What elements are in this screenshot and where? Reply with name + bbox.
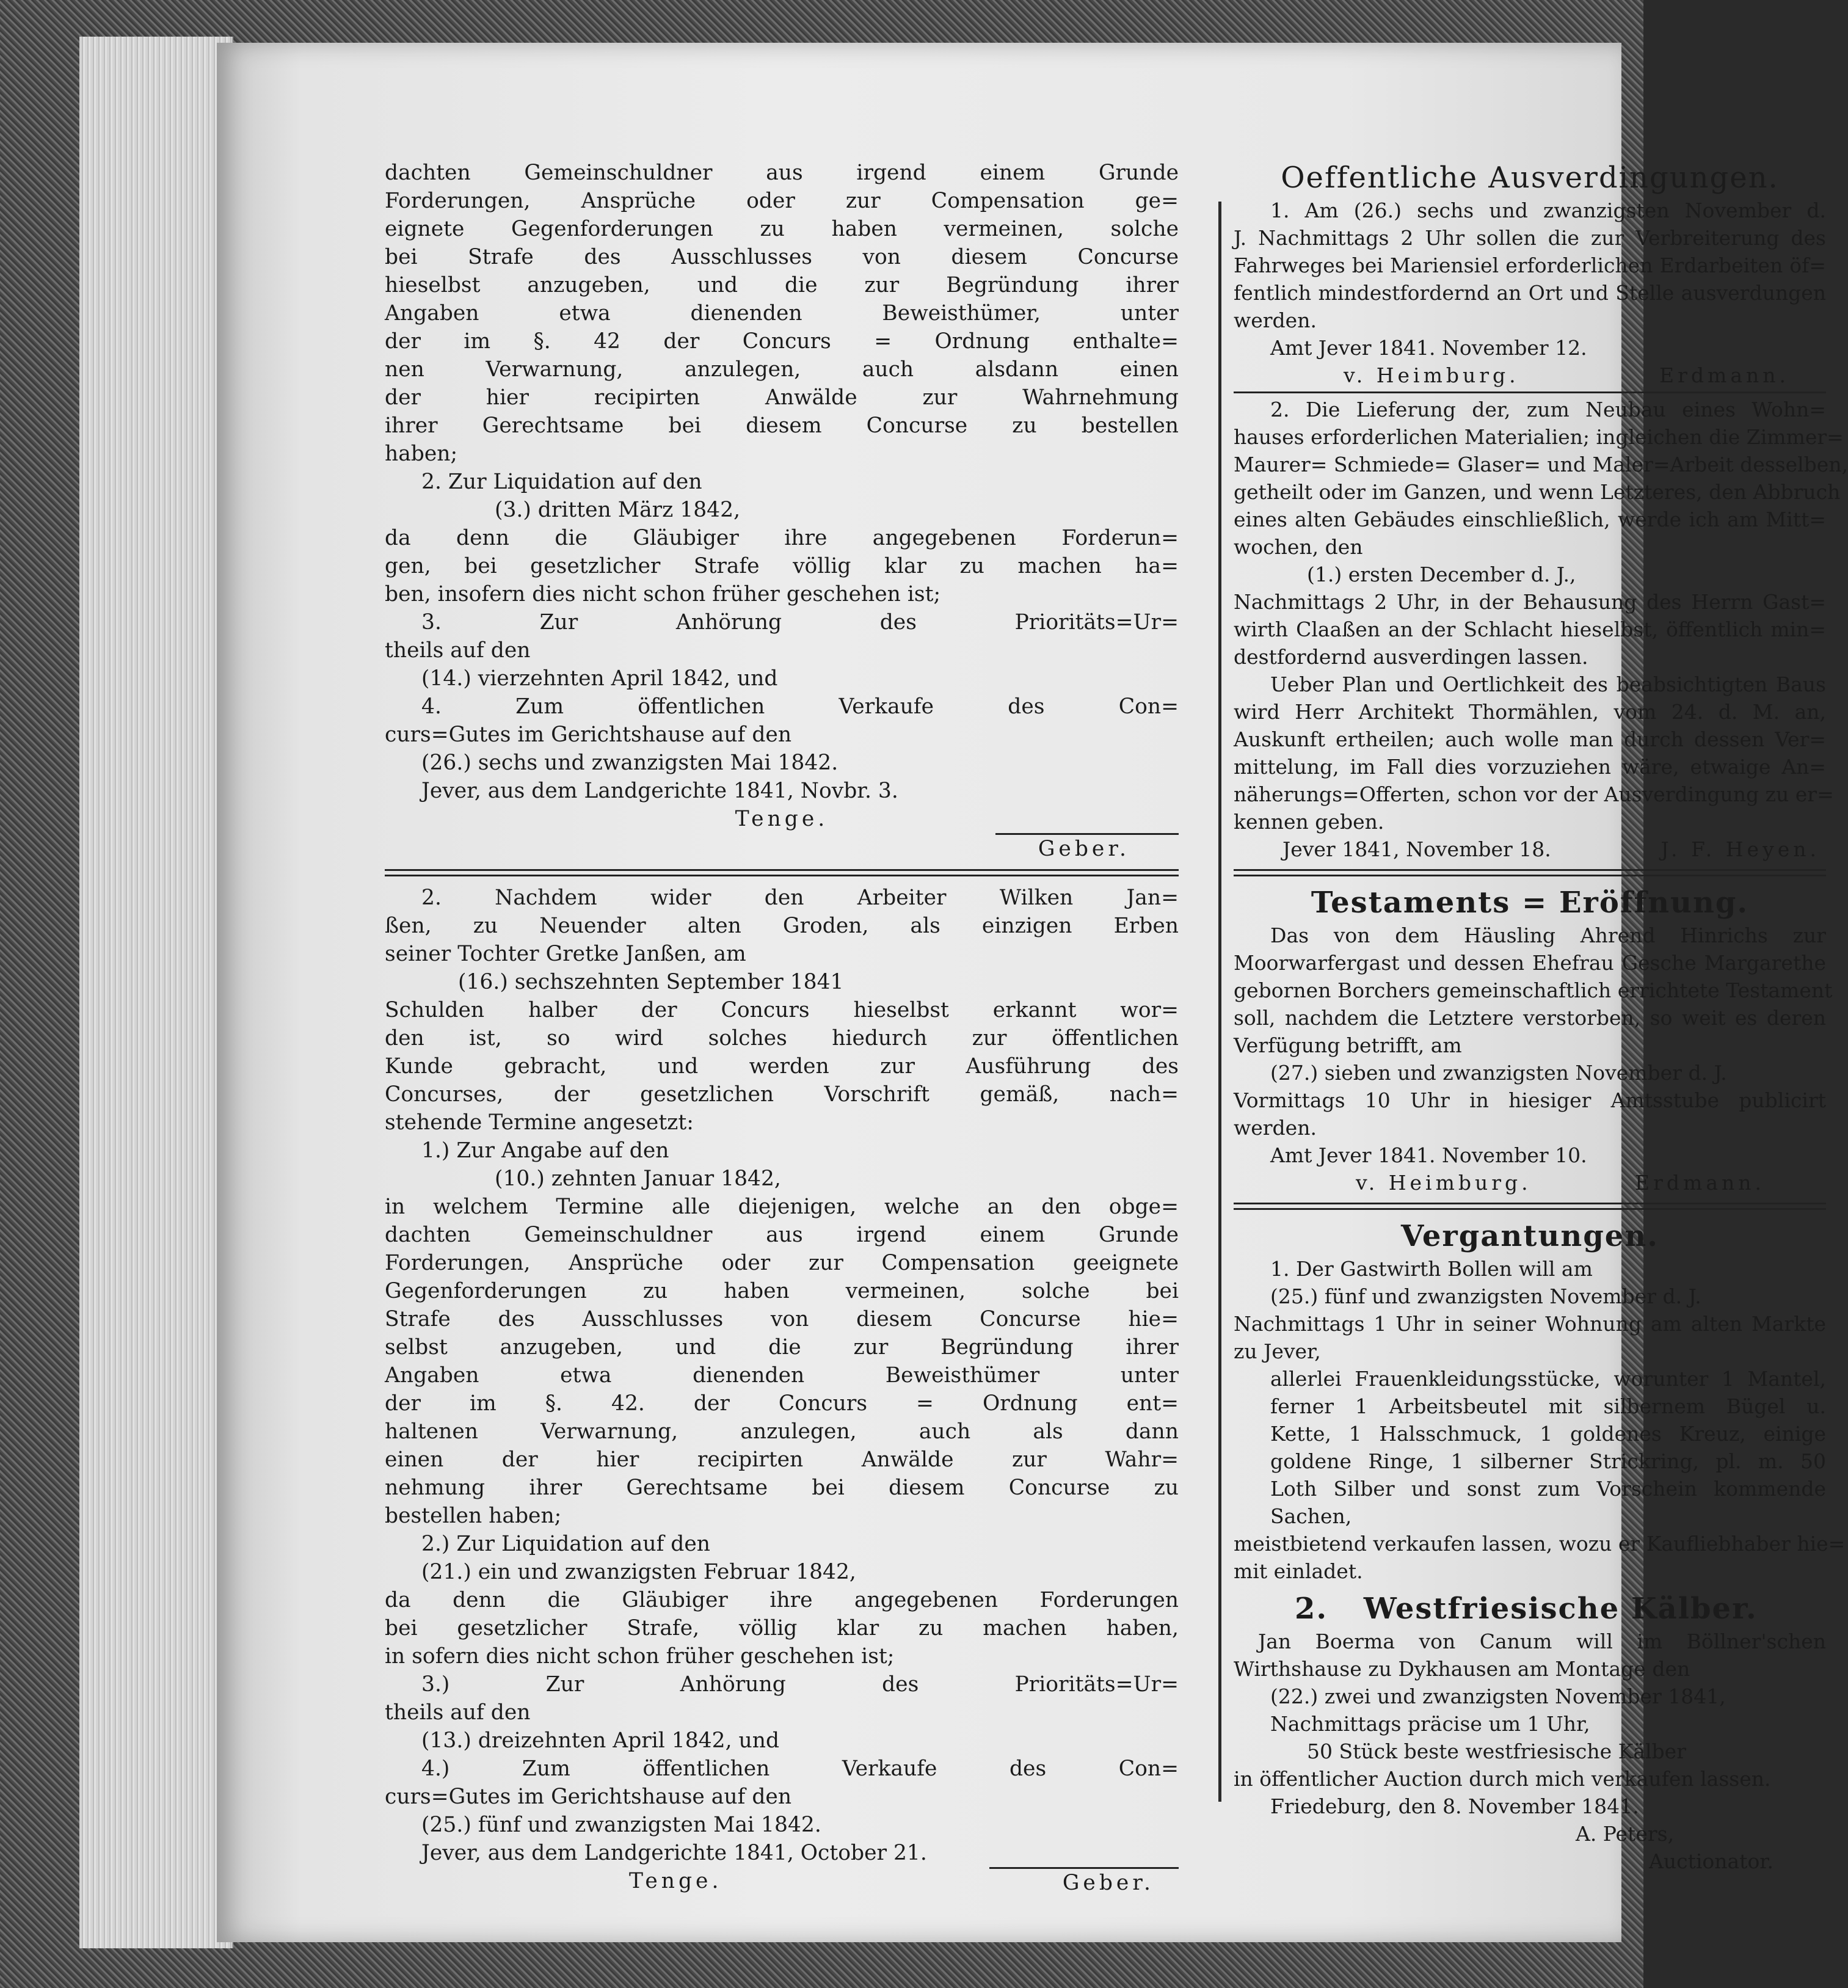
signature-left: v. Heimburg. [1356,1171,1532,1195]
date-line: (14.) vierzehnten April 1842, und [421,666,778,691]
text-line: Forderungen, Ansprüche oder zur Compensation ge= [385,189,1179,213]
text-line: Angaben etwa dienenden Beweisthümer, unter [385,301,1179,326]
concurs-notice-2 [385,884,1179,968]
auction-2-heading: Westfriesische Kälber. [1363,1592,1758,1626]
text-line: Wirthshause zu Dykhausen am Montage den [1234,1657,1690,1681]
text-line: Auskunft ertheilen; auch wolle man durch dessen Ver= [1234,727,1826,751]
column-divider [1218,202,1221,1802]
text-line: eines alten Gebäudes einschließlich, werde ich am Mitt= [1234,508,1826,531]
text-line: Gegenforderungen zu haben vermeinen, solche bei [385,1279,1179,1303]
signature-place: Jever, aus dem Landgerichte 1841, October 21. [421,1841,927,1865]
tender-1-text [1234,197,1826,334]
tender-2-text [1234,396,1848,561]
text-line: allerlei Frauenkleidungsstücke, worunter 1 Mantel, [1270,1367,1826,1391]
item-heading-cont: curs=Gutes im Gerichtshause auf den [385,1785,792,1809]
text-line: da denn die Gläubiger ihre angegebenen Forderungen [385,1588,1179,1612]
signature-place: Amt Jever 1841. November 12. [1270,336,1587,360]
concurs-notice-continuation [385,159,1179,468]
text-line: Kunde gebracht, und werden zur Ausführung des [385,1054,1179,1079]
item-heading: 3.) Zur Anhörung des Prioritäts=Ur= [421,1672,1179,1697]
text-line: wochen, den [1234,535,1363,559]
signature-right: Erdmann. [1635,1171,1765,1195]
auction-1-text [1234,1530,1846,1585]
text-line: bei gesetzlicher Strafe, völlig klar zu machen haben, [385,1616,1179,1640]
divider [1234,391,1826,393]
signature-name: J. F. Heyen. [1661,837,1820,861]
text-line: gen, bei gesetzlicher Strafe völlig klar zu machen ha= [385,554,1179,578]
text-line: zu Jever, [1234,1339,1321,1363]
date-line: (3.) dritten März 1842, [495,498,741,522]
section-divider [385,869,1179,876]
item-heading: 4.) Zum öffentlichen Verkaufe des Con= [421,1757,1179,1781]
date-line: (25.) fünf und zwanzigsten November d. J. [1270,1284,1701,1308]
signature-row [1234,362,1826,389]
right-column [1234,159,1848,1875]
item-heading-cont: theils auf den [385,638,531,663]
text-line: Nachmittags 1 Uhr in seiner Wohnung am alten Markte [1234,1312,1826,1336]
section-title-ausverdingungen: Oeffentliche Ausverdingungen. [1281,161,1779,195]
text-line: werden. [1234,308,1317,332]
signature-role: Auctionator. [1649,1849,1773,1873]
text-line: stehende Termine angesetzt: [385,1110,694,1135]
sale-line: in öffentlicher Auction durch mich verkaufen lassen. [1234,1767,1771,1791]
signature-role: Geber. [1038,837,1130,861]
text-line: ßen, zu Neuender alten Groden, als einzigen Erben [385,914,1179,938]
auction-2-text [1234,1628,1826,1683]
date-line: (1.) ersten December d. J., [1307,563,1576,586]
date-line: (27.) sieben und zwanzigsten November d. J. [1270,1061,1727,1085]
text-line: in sofern dies nicht schon früher geschehen ist; [385,1644,895,1669]
text-line: destfordernd ausverdingen lassen. [1234,645,1588,669]
text-line: Sachen, [1270,1504,1352,1528]
text-line: J. Nachmittags 2 Uhr sollen die zur Verbreiterung des [1234,226,1826,250]
text-line: bestellen haben; [385,1504,562,1528]
signature-place: Amt Jever 1841. November 10. [1270,1143,1587,1167]
item-heading-cont: curs=Gutes im Gerichtshause auf den [385,723,792,747]
text-line: getheilt oder im Ganzen, und wenn Letzteres, den Abbruch [1234,480,1841,504]
text-line: Schulden halber der Concurs hieselbst erkannt wor= [385,998,1179,1022]
section-title-testament: Testaments = Eröffnung. [1311,886,1749,920]
newspaper-page [217,43,1848,1942]
goods-line: 50 Stück beste westfriesische Kälber [1307,1739,1686,1763]
signature-place: Friedeburg, den 8. November 1841. [1270,1794,1639,1818]
auction-1-text [1234,1310,1826,1365]
text-line: haben; [385,442,458,466]
section-divider [1234,869,1826,876]
text-line: Angaben etwa dienenden Beweisthümer unter [385,1363,1179,1388]
page-edges [79,37,233,1948]
text-line: der im §. 42 der Concurs = Ordnung enthalte= [385,329,1179,354]
signature-row [1234,836,1826,863]
date-line: (21.) ein und zwanzigsten Februar 1842, [421,1560,856,1584]
text-line: Maurer= Schmiede= Glaser= und Maler=Arbeit desselben, [1234,453,1848,476]
date-line: (16.) sechszehnten September 1841 [458,970,844,994]
text-line: Jan Boerma von Canum will im Böllner'schen [1258,1629,1826,1653]
text-line: da denn die Gläubiger ihre angegebenen Forderun= [385,526,1179,550]
text-line: der im §. 42. der Concurs = Ordnung ent= [385,1391,1179,1416]
text-line: goldene Ringe, 1 silberner Strickring, pl. m. 50 [1270,1449,1826,1473]
date-line: (13.) dreizehnten April 1842, und [421,1728,780,1753]
text-line: werden. [1234,1116,1317,1140]
tender-2-text [1234,588,1826,671]
text-line: ferner 1 Arbeitsbeutel mit silbernem Bügel u. [1270,1394,1826,1418]
text-line: Forderungen, Ansprüche oder zur Compensation geeignete [385,1251,1179,1275]
section-divider [1234,1203,1826,1210]
date-line: (26.) sechs und zwanzigsten Mai 1842. [421,751,839,775]
item-heading: 4. Zum öffentlichen Verkaufe des Con= [421,694,1179,719]
item-heading: 1.) Zur Angabe auf den [421,1138,669,1163]
text-line: wirth Claaßen an der Schlacht hieselbst, öffentlich min= [1234,617,1826,641]
signature-place: Jever 1841, November 18. [1282,837,1551,861]
text-line: Moorwarfergast und dessen Ehefrau Gesche Margarethe [1234,951,1826,975]
tender-2-info [1234,671,1834,836]
item-heading: 3. Zur Anhörung des Prioritäts=Ur= [421,610,1179,635]
item-heading: 2. Zur Liquidation auf den [421,470,702,494]
signature-name: A. Peters, [1576,1822,1675,1846]
auction-2-title [1234,1590,1826,1628]
text-line: 2. Nachdem wider den Arbeiter Wilken Jan= [421,886,1179,910]
text-line: Strafe des Ausschlusses von diesem Concurse hie= [385,1307,1179,1331]
testament-text [1234,1087,1826,1141]
text-line: meistbietend verkaufen lassen, wozu er Kaufliebhaber hie= [1234,1532,1846,1556]
text-line: der hier recipirten Anwälde zur Wahrnehmung [385,385,1179,410]
text-line: Verfügung betrifft, am [1234,1033,1462,1057]
text-line: den ist, so wird solches hiedurch zur öffentlichen [385,1026,1179,1050]
signature-right: Erdmann. [1659,363,1789,387]
signature-row [385,1867,1179,1897]
notice-text [385,996,1179,1137]
text-line: wird Herr Architekt Thormählen, vom 24. d. M. an, [1234,700,1826,724]
signature-row [1234,1169,1826,1196]
date-line: (10.) zehnten Januar 1842, [495,1167,781,1191]
text-line: näherungs=Offerten, schon vor der Ausverdingung zu er= [1234,782,1834,806]
text-line: nehmung ihrer Gerechtsame bei diesem Concurse zu [385,1476,1179,1500]
text-line: in welchem Termine alle diejenigen, welche an den obge= [385,1195,1179,1219]
section-title-vergantungen: Vergantungen. [1401,1219,1659,1253]
text-line: eignete Gegenforderungen zu haben vermeinen, solche [385,217,1179,241]
text-line: dachten Gemeinschuldner aus irgend einem Grunde [385,1223,1179,1247]
text-line: Concurses, der gesetzlichen Vorschrift gemäß, nach= [385,1082,1179,1107]
text-line: 1. Am (26.) sechs und zwanzigsten November d. [1270,198,1826,222]
text-line: haltenen Verwarnung, anzulegen, auch als dann [385,1419,1179,1444]
signature-place: Jever, aus dem Landgerichte 1841, Novbr. 3. [421,779,898,803]
text-line: Loth Silber und sonst zum Vorschein kommende [1270,1477,1826,1501]
text-line: 2. Die Lieferung der, zum Neubau eines Wohn= [1270,398,1826,421]
signature-role: Geber. [989,1867,1179,1897]
text-line: Das von dem Häusling Ahrend Hinrichs zur [1270,923,1826,947]
item-heading: 1. Der Gastwirth Bollen will am [1270,1257,1593,1281]
text-line: ihrer Gerechtsame bei diesem Concurse zu bestellen [385,413,1179,438]
signature-name: Tenge. [735,807,829,831]
text-line: einen der hier recipirten Anwälde zur Wahr= [385,1447,1179,1472]
text-line: kennen geben. [1234,810,1384,834]
text-line: mittelung, im Fall dies vorzuziehen wäre, etwaige An= [1234,755,1826,779]
item-text [385,524,1179,608]
left-column [385,159,1179,1897]
text-line: bei Strafe des Ausschlusses von diesem Concurse [385,245,1179,269]
text-line: dachten Gemeinschuldner aus irgend einem Grunde [385,161,1179,185]
text-line: Nachmittags 2 Uhr, in der Behausung des Herrn Gast= [1234,590,1826,614]
item-text [385,1193,1179,1530]
text-line: Kette, 1 Halsschmuck, 1 goldenes Kreuz, einige [1270,1422,1826,1446]
text-line: Fahrweges bei Mariensiel erforderlichen Erdarbeiten öf= [1234,253,1826,277]
text-line: hauses erforderlichen Materialien; ingleichen die Zimmer= [1234,425,1844,449]
auction-1-goods [1234,1365,1826,1530]
text-line: Vormittags 10 Uhr in hiesiger Amtsstube publicirt [1234,1088,1826,1112]
date-line: (22.) zwei und zwanzigsten November 1841, [1270,1684,1726,1708]
text-line: hieselbst anzugeben, und die zur Begründung ihrer [385,273,1179,297]
time-line: Nachmittags präcise um 1 Uhr, [1270,1712,1590,1736]
item-heading-cont: theils auf den [385,1700,531,1725]
signature-name: Tenge. [629,1869,722,1893]
testament-text [1234,922,1833,1059]
text-line: nen Verwarnung, anzulegen, auch alsdann einen [385,357,1179,382]
signature-left: v. Heimburg. [1344,363,1519,387]
text-line: selbst anzugeben, und die zur Begründung ihrer [385,1335,1179,1360]
date-line: (25.) fünf und zwanzigsten Mai 1842. [421,1813,821,1837]
text-line: gebornen Borchers gemeinschaftlich errichtete Testament [1234,978,1833,1002]
auction-2-number: 2. [1295,1592,1328,1626]
text-line: fentlich mindestfordernd an Ort und Stelle ausverdungen [1234,281,1826,305]
text-line: seiner Tochter Gretke Janßen, am [385,942,746,966]
text-line: mit einladet. [1234,1559,1363,1583]
text-line: Ueber Plan und Oertlichkeit des beabsichtigten Baus [1270,672,1826,696]
item-heading: 2.) Zur Liquidation auf den [421,1532,711,1556]
item-text [385,1586,1179,1670]
text-line: soll, nachdem die Letztere verstorben, so weit es deren [1234,1006,1826,1030]
text-line: ben, insofern dies nicht schon früher geschehen ist; [385,582,941,606]
